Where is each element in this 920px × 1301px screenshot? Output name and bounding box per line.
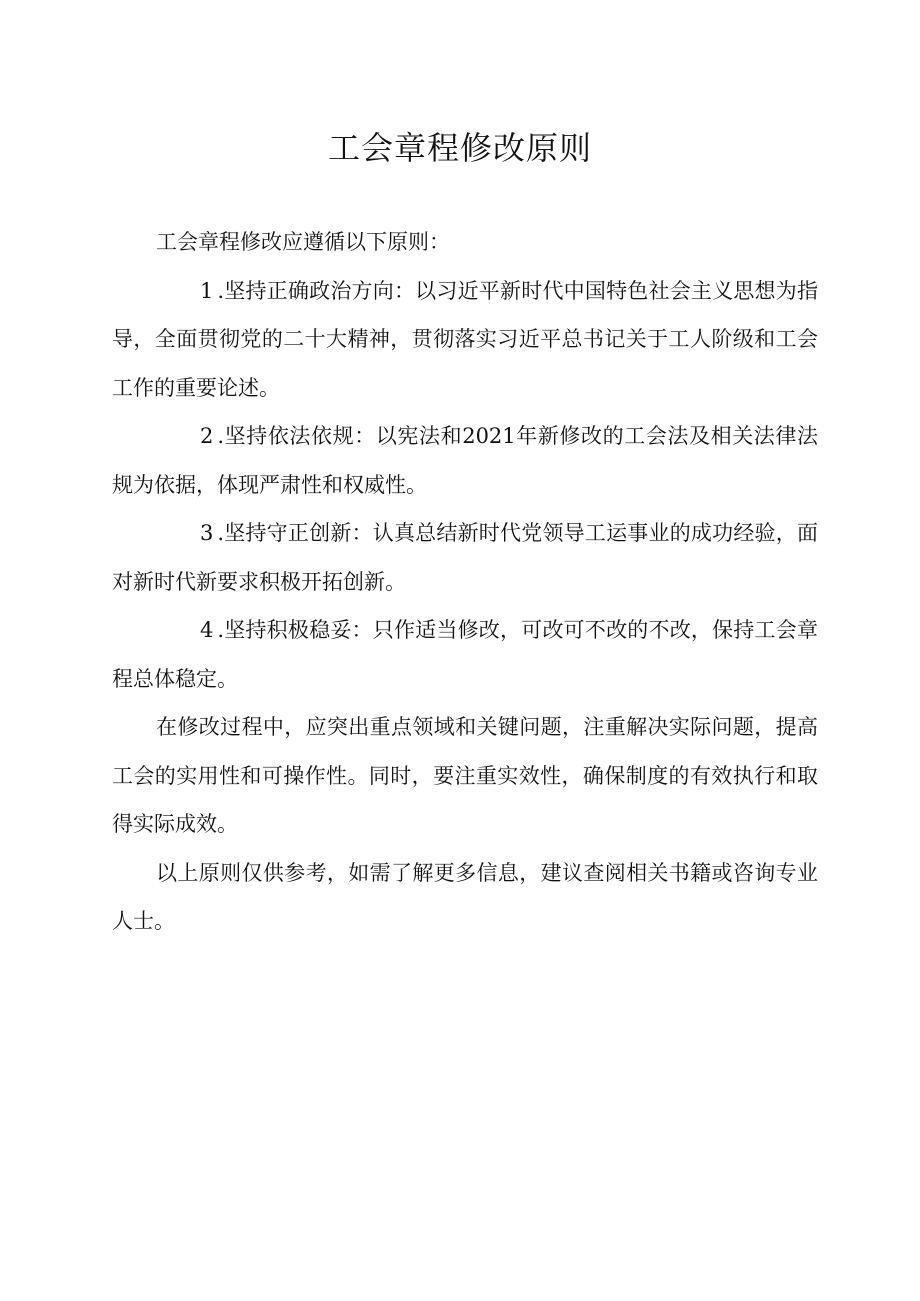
intro-paragraph: 工会章程修改应遵循以下原则： (156, 230, 450, 254)
principle-2 (112, 412, 818, 509)
principle-number: 1 (200, 278, 214, 303)
principle-text: .坚持积极稳妥：只作适当修改，可改可不改的不改，保持工会章程总体稳定。 (112, 618, 818, 691)
document-body (112, 218, 818, 946)
principle-number: 4 (200, 618, 214, 642)
principle-number: 2 (200, 424, 214, 448)
process-note-paragraph: 在修改过程中，应突出重点领域和关键问题，注重解决实际问题，提高工会的实用性和可操作性。同时，要注重实效性，确保制度的有效执行和取得实际成效。 (112, 715, 818, 836)
principle-text: .坚持守正创新：认真总结新时代党领导工运事业的成功经验，面对新时代新要求积极开拓创新。 (112, 521, 818, 594)
principle-4 (112, 606, 818, 703)
principle-3 (112, 509, 818, 606)
principle-text: .坚持依法依规：以宪法和2021年新修改的工会法及相关法律法规为依据，体现严肃性和权威性。 (112, 424, 818, 497)
principle-text: .坚持正确政治方向：以习近平新时代中国特色社会主义思想为指导，全面贯彻党的二十大精神，贯彻落实习近平总书记关于工人阶级和工会工作的重要论述。 (112, 278, 818, 400)
principle-1 (112, 267, 818, 413)
principle-number: 3 (200, 521, 214, 545)
disclaimer-paragraph: 以上原则仅供参考，如需了解更多信息，建议查阅相关书籍或咨询专业人士。 (112, 860, 818, 933)
page-title: 工会章程修改原则 (327, 129, 592, 167)
